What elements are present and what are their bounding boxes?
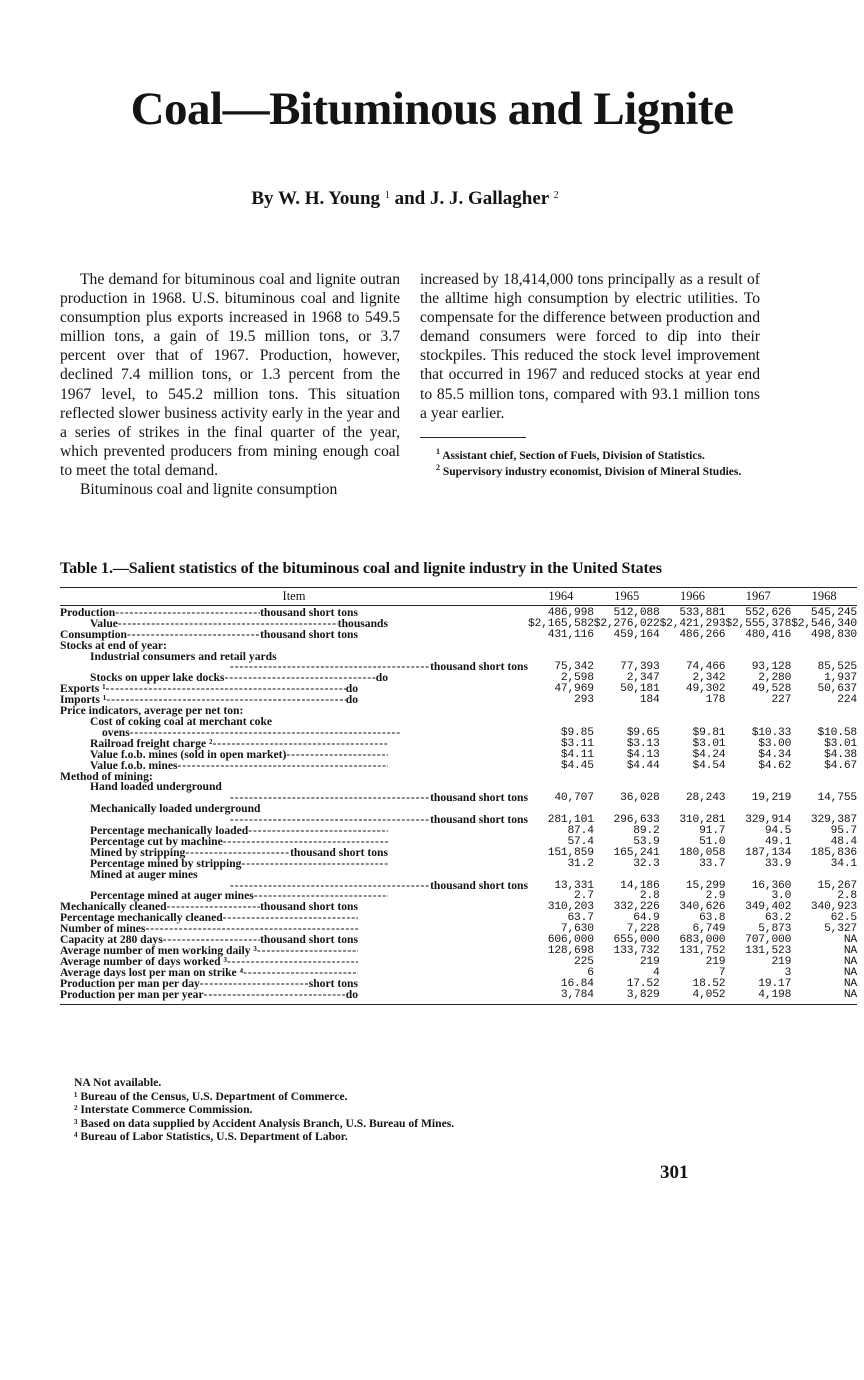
- value-cell-1968: 1,937: [824, 672, 857, 685]
- row-unit: short tons: [308, 976, 358, 990]
- value-cell-1968: [791, 772, 857, 783]
- value-cell-1964: 606,000: [547, 934, 594, 947]
- value-cell-1964: $2,165,582: [528, 617, 594, 630]
- table-note: ¹ Bureau of the Census, U.S. Department of Commerce.: [74, 1089, 348, 1103]
- value-cell-1967: 3.0: [771, 890, 792, 903]
- leader-dots: [227, 957, 358, 968]
- value-cell-1967: 19,219: [751, 792, 792, 805]
- value-cell-1964: 16.84: [560, 977, 594, 990]
- row-label-cell: [60, 673, 528, 684]
- leader-dots: [178, 761, 388, 772]
- value-cell-1966: [660, 641, 726, 652]
- row-label: Value f.o.b. mines (sold in open market): [90, 747, 287, 761]
- author-1: W. H. Young: [277, 188, 381, 209]
- value-cell-1968: 95.7: [830, 825, 857, 838]
- value-cell-1967: 4,198: [725, 990, 791, 1004]
- row-unit: thousand short tons: [290, 845, 388, 859]
- value-cell-1968: $3.01: [824, 737, 857, 750]
- value-cell-1965: [594, 870, 660, 881]
- value-cell-1965: 36,028: [620, 792, 660, 805]
- value-cell-1965: [594, 772, 660, 783]
- value-cell-1967: 3: [784, 966, 792, 979]
- row-unit: thousand short tons: [260, 627, 358, 641]
- row-label-cell: [60, 605, 528, 618]
- value-cell-1966: [660, 706, 726, 717]
- value-cell-1964: [528, 641, 594, 652]
- value-cell-1964: 128,698: [547, 945, 594, 957]
- leader-dots: [272, 717, 388, 728]
- value-cell-1967: 219: [771, 955, 792, 968]
- table-row: [60, 990, 857, 1004]
- value-cell-1965: 219: [639, 955, 660, 968]
- value-cell-1964: 310,203: [547, 901, 594, 914]
- value-cell-1967: $2,555,378: [725, 617, 792, 630]
- value-cell-1967: 93,128: [751, 661, 792, 674]
- value-cell-1964: 87.4: [567, 825, 594, 838]
- value-cell-1966: $2,421,293: [659, 617, 726, 630]
- row-unit: do: [375, 671, 388, 685]
- value-cell-1967: [725, 772, 791, 783]
- row-label: Average days lost per man on strike ⁴: [60, 965, 244, 979]
- leader-dots: [257, 946, 358, 957]
- row-label: Percentage mechanically loaded: [90, 824, 249, 838]
- footnote-1-text: Assistant chief, Section of Fuels, Division of Statistics.: [442, 449, 705, 462]
- row-label: Consumption: [60, 627, 128, 641]
- value-cell-1967: 227: [771, 694, 792, 707]
- value-cell-1967: 49.1: [764, 835, 792, 848]
- row-label: Production per man per day: [60, 976, 200, 990]
- value-cell-1966: 2,342: [692, 672, 726, 685]
- leader-dots: [106, 684, 346, 695]
- value-cell-1968: 14,755: [817, 792, 857, 805]
- value-cell-1967: 707,000: [745, 934, 792, 947]
- row-label: Mechanically loaded underground: [90, 802, 261, 816]
- value-cell-1966: 74,466: [685, 661, 726, 674]
- leader-dots: [277, 652, 388, 663]
- row-label: Railroad freight charge ²: [90, 736, 213, 750]
- row-label: ovens: [102, 725, 130, 739]
- value-cell-1964: $3.11: [560, 737, 594, 750]
- table-body: [60, 605, 857, 1004]
- value-cell-1968: 50,637: [817, 683, 857, 696]
- value-cell-1968: $2,546,340: [791, 617, 857, 630]
- table-note: NA Not available.: [74, 1076, 162, 1089]
- table-row: [60, 673, 857, 684]
- value-cell-1965: 89.2: [633, 825, 660, 838]
- value-cell-1964: 281,101: [547, 814, 594, 827]
- table-note: ⁴ Bureau of Labor Statistics, U.S. Department of Labor.: [74, 1130, 348, 1143]
- value-cell-1965: 459,164: [613, 628, 660, 641]
- value-cell-1964: 151,859: [547, 846, 594, 859]
- row-label: Exports ¹: [60, 682, 106, 696]
- table-row: [60, 924, 857, 935]
- value-cell-1966: 178: [705, 694, 726, 707]
- value-cell-1967: $10.33: [751, 726, 792, 739]
- value-cell-1967: 480,416: [745, 628, 792, 641]
- row-label: Price indicators, average per net ton:: [60, 704, 244, 718]
- value-cell-1967: 33.9: [764, 857, 792, 870]
- value-cell-1964: 293: [574, 694, 594, 707]
- row-unit: do: [345, 682, 358, 696]
- value-cell-1968: 15,267: [817, 879, 857, 892]
- value-cell-1968: NA: [791, 990, 857, 1004]
- value-cell-1968: 62.5: [830, 912, 857, 925]
- table-row: [60, 619, 857, 630]
- value-cell-1968: 185,836: [810, 846, 857, 859]
- value-cell-1966: $4.54: [692, 759, 726, 772]
- value-cell-1967: $4.34: [758, 748, 792, 761]
- leader-dots: [204, 990, 346, 1001]
- table-header-row: [60, 588, 857, 606]
- table-note: ³ Based on data supplied by Accident Analysis Branch, U.S. Bureau of Mines.: [74, 1116, 455, 1130]
- value-cell-1965: $3.13: [626, 737, 660, 750]
- table-row: [60, 750, 857, 761]
- value-cell-1965: 50,181: [620, 683, 660, 696]
- row-unit: thousand short tons: [260, 933, 358, 947]
- value-cell-1968: 85,525: [817, 661, 857, 674]
- value-cell-1966: 310,281: [679, 814, 726, 827]
- value-cell-1964: [528, 772, 594, 783]
- value-cell-1965: 53.9: [633, 835, 660, 848]
- footnote-1-mark: 1: [436, 446, 440, 456]
- table-note: ² Interstate Commerce Commission.: [74, 1103, 253, 1116]
- value-cell-1966: $4.24: [692, 748, 726, 761]
- value-cell-1964: 2.7: [574, 890, 594, 903]
- table-notes: [74, 1076, 754, 1144]
- leader-dots: [230, 662, 430, 673]
- value-cell-1965: 17.52: [626, 977, 660, 990]
- value-cell-1967: $4.62: [758, 759, 792, 772]
- value-cell-1967: [725, 870, 791, 881]
- value-cell-1964: 57.4: [567, 835, 594, 848]
- row-label: Percentage mined at auger mines: [90, 889, 254, 903]
- footnote-2-mark: 2: [436, 463, 440, 473]
- value-cell-1965: 655,000: [613, 934, 660, 947]
- byline: [0, 188, 810, 210]
- footnote-rule: [420, 437, 526, 438]
- value-cell-1965: [594, 706, 660, 717]
- author-1-footnote-mark: 1: [384, 190, 390, 201]
- footnote-2-text: Supervisory industry economist, Division of Mineral Studies.: [442, 466, 742, 479]
- table-row: [60, 684, 857, 695]
- value-cell-1964: 2,598: [560, 672, 594, 685]
- row-unit: do: [345, 987, 358, 1001]
- value-cell-1964: 6: [587, 966, 594, 979]
- value-cell-1967: 329,914: [745, 814, 792, 827]
- value-cell-1967: 49,528: [751, 683, 792, 696]
- row-label: Mined at auger mines: [90, 867, 198, 881]
- value-cell-1967: 131,523: [745, 945, 792, 957]
- table-caption: Table 1.—Salient statistics of the bituminous coal and lignite industry in the United States: [60, 560, 662, 577]
- footnote-2: [420, 462, 760, 479]
- value-cell-1966: 683,000: [679, 934, 726, 947]
- value-cell-1964: $9.85: [560, 726, 594, 739]
- value-cell-1968: [791, 706, 857, 717]
- leader-dots: [241, 859, 388, 870]
- value-cell-1966: 18.52: [692, 977, 726, 990]
- row-unit: thousand short tons: [430, 791, 528, 805]
- footnote-1: [420, 446, 760, 463]
- value-cell-1968: 48.4: [830, 835, 857, 848]
- value-cell-1968: 498,830: [810, 628, 857, 641]
- value-cell-1965: 165,241: [613, 846, 660, 859]
- value-cell-1968: $10.58: [817, 726, 857, 739]
- leader-dots: [222, 782, 388, 793]
- row-label: Cost of coking coal at merchant coke: [90, 714, 273, 728]
- value-cell-1964: $4.45: [560, 759, 594, 772]
- value-cell-1967: 63.2: [764, 912, 792, 925]
- row-label: Value: [90, 616, 118, 630]
- value-cell-1967: [725, 706, 791, 717]
- column-header-year: 1967: [725, 588, 791, 606]
- row-label: Mechanically cleaned: [60, 900, 167, 914]
- value-cell-1968: 5,327: [824, 923, 857, 936]
- value-cell-1966: 180,058: [679, 846, 726, 859]
- value-cell-1965: $4.13: [626, 748, 660, 761]
- value-cell-1967: 16,360: [751, 879, 792, 892]
- value-cell-1965: 2,347: [626, 672, 660, 685]
- value-cell-1966: 28,243: [685, 792, 726, 805]
- value-cell-1967: $3.00: [758, 737, 792, 750]
- row-unit: do: [345, 693, 358, 707]
- row-label: Average number of days worked ³: [60, 954, 227, 968]
- table-row: [60, 605, 857, 618]
- value-cell-1966: 91.7: [699, 825, 726, 838]
- body-column-right: [420, 270, 760, 479]
- row-label: Method of mining:: [60, 769, 153, 783]
- row-label: Average number of men working daily ³: [60, 944, 257, 957]
- leader-dots: [230, 881, 430, 892]
- value-cell-1964: 7,630: [560, 923, 594, 936]
- value-cell-1968: 329,387: [810, 814, 857, 827]
- column-header-item: Item: [60, 588, 528, 606]
- column-header-year: 1968: [791, 588, 857, 606]
- value-cell-1965: 4: [653, 966, 660, 979]
- value-cell-1968: NA: [843, 945, 857, 957]
- value-cell-1966: 6,749: [692, 923, 726, 936]
- leader-dots: [200, 979, 309, 990]
- value-cell-1964: [528, 706, 594, 717]
- value-cell-1965: $9.65: [626, 726, 660, 739]
- table-row: [60, 630, 857, 641]
- value-cell-1966: 49,302: [685, 683, 726, 696]
- value-cell-1965: 2.8: [639, 890, 660, 903]
- row-label-cell: [60, 987, 528, 1004]
- value-cell-1964: 486,998: [547, 606, 594, 619]
- value-cell-1965: $2,276,022: [593, 617, 660, 630]
- value-cell-1965: 7,228: [626, 923, 660, 936]
- author-2: J. J. Gallagher: [429, 188, 549, 209]
- row-label: Stocks at end of year:: [60, 638, 167, 652]
- value-cell-1966: 533,881: [679, 606, 726, 619]
- value-cell-1967: 5,873: [758, 923, 792, 936]
- leader-dots: [261, 804, 389, 815]
- value-cell-1964: 31.2: [567, 857, 594, 870]
- value-cell-1967: 2,280: [758, 672, 792, 685]
- column-header-year: 1964: [528, 588, 594, 606]
- row-unit: thousand short tons: [430, 660, 528, 674]
- body-paragraph-1: The demand for bituminous coal and lignite outran production in 1968. U.S. bituminous coal and lignite consumption plus exports increased in 1968 to 549.5 million tons, a gain of 19.5 million tons, or 3.7 percent over that of 1967. Production, however, declined 7.4 million tons, or 1.3 percent from the 1967 level, to 545.2 million tons. This situation reflected slower business activity early in the year and a series of strikes in the final quarter of the year, which prevented producers from mining enough coal to meet the total demand.: [60, 271, 400, 479]
- table-row: [60, 761, 857, 772]
- value-cell-1966: [660, 772, 726, 783]
- row-label: Hand loaded underground: [90, 780, 222, 794]
- value-cell-1968: $4.67: [824, 759, 857, 772]
- row-label: Industrial consumers and retail yards: [90, 649, 277, 663]
- row-label: Mined by stripping: [90, 845, 186, 859]
- value-cell-1965: $4.44: [626, 759, 660, 772]
- value-cell-1965: 32.3: [633, 857, 660, 870]
- leader-dots: [223, 913, 358, 924]
- value-cell-1968: 224: [837, 694, 857, 707]
- value-cell-1968: 34.1: [830, 857, 857, 870]
- row-unit: thousand short tons: [260, 605, 358, 619]
- value-cell-1966: [660, 870, 726, 881]
- value-cell-1968: NA: [843, 977, 857, 990]
- value-cell-1965: 184: [639, 694, 660, 707]
- value-cell-1965: 332,226: [613, 901, 660, 914]
- value-cell-1966: 15,299: [685, 879, 726, 892]
- value-cell-1964: 431,116: [547, 628, 594, 641]
- row-label: Number of mines: [60, 922, 146, 936]
- page-number: 301: [660, 1162, 689, 1183]
- row-unit: thousand short tons: [430, 813, 528, 827]
- value-cell-1964: 75,342: [554, 661, 594, 674]
- value-cell-1968: NA: [843, 966, 857, 979]
- value-cell-1968: 545,245: [810, 606, 857, 619]
- row-label: Stocks on upper lake docks: [90, 671, 225, 685]
- leader-dots: [286, 750, 388, 761]
- byline-prefix: By: [251, 188, 274, 209]
- value-cell-1966: 131,752: [679, 945, 726, 957]
- value-cell-1966: 2.9: [705, 890, 726, 903]
- value-cell-1965: 512,088: [613, 606, 660, 619]
- value-cell-1964: $4.11: [560, 748, 594, 761]
- value-cell-1968: [791, 641, 857, 652]
- salient-statistics-table: [60, 587, 857, 1005]
- value-cell-1968: 2.8: [837, 890, 857, 903]
- page-title: Coal—Bituminous and Lignite: [130, 83, 734, 135]
- row-label: Production: [60, 605, 116, 619]
- value-cell-1964: 40,707: [554, 792, 594, 805]
- row-label: Production per man per year: [60, 987, 204, 1001]
- row-label: Value f.o.b. mines: [90, 758, 178, 772]
- value-cell-1966: 340,626: [679, 901, 726, 914]
- value-cell-1965: [594, 641, 660, 652]
- value-cell-1966: 33.7: [699, 857, 726, 870]
- leader-dots: [230, 815, 430, 826]
- body-paragraph-2: Bituminous coal and lignite consumption: [80, 481, 338, 499]
- byline-joiner: and: [394, 188, 426, 209]
- value-cell-1964: 63.7: [567, 912, 594, 925]
- value-cell-1967: 187,134: [745, 846, 792, 859]
- column-header-year: 1965: [594, 588, 660, 606]
- row-label: Percentage mined by stripping: [90, 856, 242, 870]
- value-cell-1965: 77,393: [620, 661, 660, 674]
- value-cell-1968: $4.38: [824, 748, 857, 761]
- table-row: [60, 717, 857, 728]
- table-row: [60, 913, 857, 924]
- value-cell-1968: 340,923: [810, 901, 857, 914]
- leader-dots: [198, 870, 388, 881]
- value-cell-1966: 63.8: [699, 912, 726, 925]
- leader-dots: [115, 608, 260, 619]
- value-cell-1964: 3,784: [528, 990, 594, 1004]
- value-cell-1967: 552,626: [745, 606, 792, 619]
- row-unit: thousand short tons: [430, 878, 528, 892]
- value-cell-1966: 219: [705, 955, 726, 968]
- row-label: Capacity at 280 days: [60, 933, 163, 947]
- value-cell-1967: 94.5: [764, 825, 792, 838]
- value-cell-1965: 296,633: [613, 814, 660, 827]
- value-cell-1966: $3.01: [692, 737, 726, 750]
- body-column-left: [60, 270, 400, 499]
- author-footnotes: [420, 446, 760, 479]
- value-cell-1968: NA: [843, 955, 857, 968]
- body-paragraph-3: increased by 18,414,000 tons principally as a result of the alltime high consumption by electric utilities. To compensate for the difference between production and demand consumers were forced to dip into their stockpiles. This reduced the stock level improvement that occurred in 1967 and reduced stocks at year end to 85.5 million tons, compared with 93.1 million tons a year earlier.: [420, 271, 760, 422]
- value-cell-1964: [528, 870, 594, 881]
- value-cell-1966: 7: [718, 966, 726, 979]
- value-cell-1965: 3,829: [594, 990, 660, 1004]
- table-row: [60, 891, 857, 902]
- value-cell-1968: [791, 870, 857, 881]
- value-cell-1964: 13,331: [554, 879, 594, 892]
- column-header-year: 1966: [660, 588, 726, 606]
- author-2-footnote-mark: 2: [553, 190, 559, 201]
- value-cell-1965: 64.9: [633, 912, 660, 925]
- row-label: Percentage cut by machine: [90, 834, 223, 848]
- row-unit: thousand short tons: [260, 900, 358, 914]
- value-cell-1968: NA: [843, 934, 857, 947]
- value-cell-1965: 14,186: [620, 879, 660, 892]
- row-label: Imports ¹: [60, 693, 107, 707]
- value-cell-1964: 225: [574, 955, 594, 968]
- value-cell-1966: 486,266: [679, 628, 726, 641]
- value-cell-1967: [725, 641, 791, 652]
- value-cell-1964: 47,969: [554, 683, 594, 696]
- row-unit: thousands: [337, 616, 388, 630]
- row-label-cell: [60, 684, 528, 695]
- value-cell-1965: 133,732: [613, 945, 660, 957]
- row-label: Percentage mechanically cleaned: [60, 911, 223, 925]
- leader-dots: [248, 826, 388, 837]
- value-cell-1966: 4,052: [660, 990, 726, 1004]
- row-label-cell: [60, 714, 528, 728]
- value-cell-1966: $9.81: [692, 726, 726, 739]
- value-cell-1966: 51.0: [699, 835, 726, 848]
- value-cell-1967: 349,402: [745, 901, 792, 914]
- value-cell-1967: 19.17: [758, 977, 792, 990]
